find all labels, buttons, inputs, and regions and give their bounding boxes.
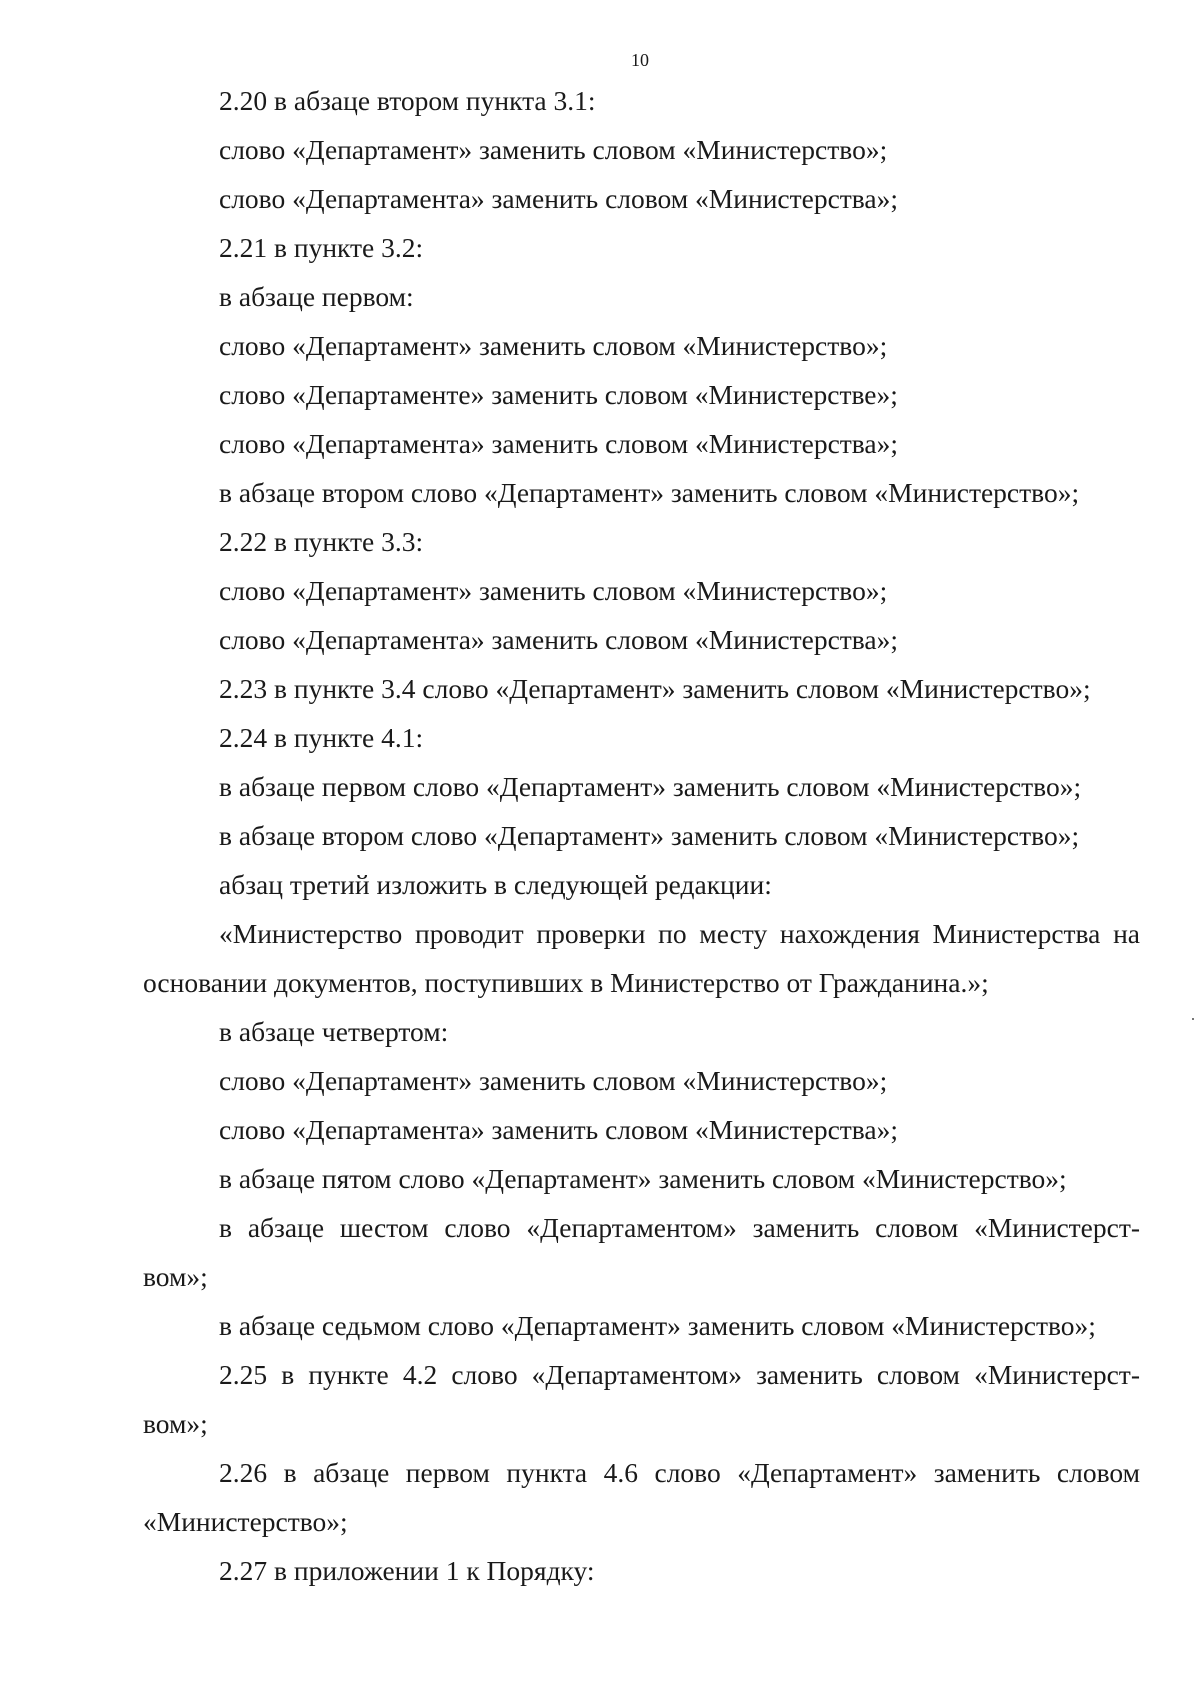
text-line: слово «Департамента» заменить словом «Министерства»; [219,428,899,459]
text-line: основании документов, поступивших в Министерство от Гражданина.»; [143,967,989,998]
text-line: слово «Департамент» заменить словом «Министерство»; [219,330,888,361]
text-line: 2.26 в абзаце первом пункта 4.6 слово «Департамент» заменить словом [219,1457,1140,1488]
text-line: 2.25 в пункте 4.2 слово «Департаментом» заменить словом «Министерст- [219,1359,1140,1390]
scan-speck [1192,1018,1194,1020]
text-line: в абзаце втором слово «Департамент» заменить словом «Министерство»; [219,477,1080,508]
text-line: 2.21 в пункте 3.2: [219,232,424,263]
text-line: абзац третий изложить в следующей редакции: [219,869,772,900]
text-line: слово «Департамент» заменить словом «Министерство»; [219,1065,888,1096]
text-line: 2.20 в абзаце втором пункта 3.1: [219,85,596,116]
text-line: «Министерство»; [143,1506,348,1537]
text-line: 2.24 в пункте 4.1: [219,722,424,753]
text-line: 2.23 в пункте 3.4 слово «Департамент» заменить словом «Министерство»; [219,673,1091,704]
text-line: вом»; [143,1408,208,1439]
text-line: в абзаце первом: [219,281,414,312]
page-number: 10 [631,50,649,70]
text-line: в абзаце седьмом слово «Департамент» заменить словом «Министерство»; [219,1310,1096,1341]
text-line: слово «Департамента» заменить словом «Министерства»; [219,624,899,655]
text-line: слово «Департамента» заменить словом «Министерства»; [219,1114,899,1145]
document-body [143,76,1140,1595]
text-line: вом»; [143,1261,208,1292]
text-line: «Министерство проводит проверки по месту нахождения Министерства на [219,918,1140,949]
text-line: в абзаце первом слово «Департамент» заменить словом «Министерство»; [219,771,1082,802]
text-line: слово «Департаменте» заменить словом «Министерстве»; [219,379,898,410]
text-line: 2.27 в приложении 1 к Порядку: [219,1555,595,1586]
text-line: 2.22 в пункте 3.3: [219,526,424,557]
text-line: в абзаце пятом слово «Департамент» заменить словом «Министерство»; [219,1163,1067,1194]
text-line: слово «Департамент» заменить словом «Министерство»; [219,575,888,606]
text-line: в абзаце четвертом: [219,1016,449,1047]
text-line: слово «Департамента» заменить словом «Министерства»; [219,183,899,214]
text-line: в абзаце шестом слово «Департаментом» заменить словом «Министерст- [219,1212,1140,1243]
text-line: слово «Департамент» заменить словом «Министерство»; [219,134,888,165]
text-line: в абзаце втором слово «Департамент» заменить словом «Министерство»; [219,820,1080,851]
